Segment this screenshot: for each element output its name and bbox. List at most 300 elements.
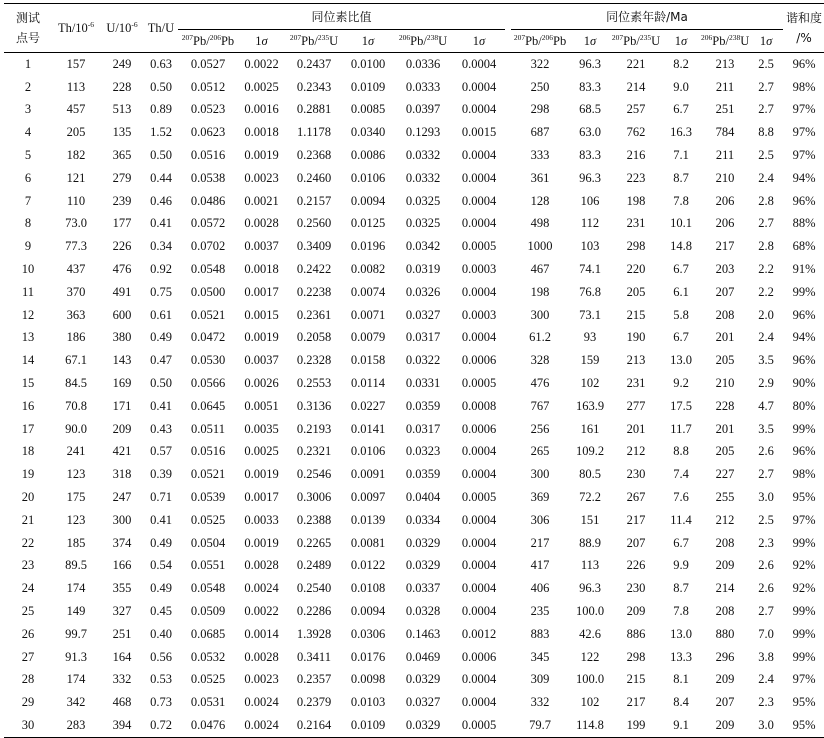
cell-age-207-206-sigma: 96.3 [579,56,601,71]
cell-th-u: 0.72 [150,718,172,732]
cell-ratio-207-206: 0.0548 [190,262,226,277]
cell-ratio-206-238-sigma: 0.0005 [461,490,497,505]
table-row [4,509,824,532]
cell-age-206-238: 784 [715,125,735,140]
cell-spot: 19 [21,467,35,482]
cell-spot: 21 [21,512,35,527]
cell-ratio-207-206-sigma: 0.0022 [244,604,279,619]
cell-th-u: 0.71 [150,490,172,505]
u-header-exponent: -6 [131,19,138,29]
cell-ratio-207-235-sigma: 0.0114 [351,376,385,391]
cell-ratio-207-235: 0.2546 [296,467,332,482]
cell-ratio-207-206-sigma: 0.0035 [244,421,279,436]
table-row [4,327,824,350]
header-row-1 [4,4,824,30]
cell-ratio-207-206: 0.0551 [190,558,226,573]
cell-concordance: 94% [792,330,816,345]
cell-ratio-206-238: 0.0322 [405,353,441,368]
cell-th: 370 [66,284,86,299]
cell-age-207-206: 256 [530,421,550,436]
cell-age-207-206-sigma: 106 [580,193,600,208]
cell-th-u: 0.46 [150,193,172,208]
th-header-base: Th/10 [57,20,88,35]
cell-age-207-206: 345 [530,649,550,664]
cell-ratio-207-206: 0.0523 [190,102,226,117]
cell-u: 135 [112,125,132,140]
cell-concordance: 99% [792,284,816,299]
cell-spot: 29 [21,695,35,710]
cell-ratio-207-206-sigma: 0.0019 [244,148,279,163]
cell-age-206-238: 208 [715,604,735,619]
cell-u: 166 [112,558,132,573]
cell-th: 205 [66,125,86,140]
cell-age-206-238: 205 [715,444,735,459]
cell-th: 123 [66,512,86,527]
cell-ratio-207-206-sigma: 0.0014 [244,626,279,641]
cell-u: 279 [112,170,132,185]
cell-spot: 13 [21,330,35,345]
cell-age-207-235: 257 [626,102,646,117]
cell-ratio-206-238: 0.1463 [405,626,441,641]
cell-age-206-238-sigma: 2.2 [758,262,774,277]
cell-concordance: 96% [792,444,816,459]
cell-age-207-206: 1000 [527,239,553,254]
cell-age-207-235: 216 [626,148,646,163]
cell-concordance: 97% [792,512,816,527]
cell-concordance: 96% [792,56,816,71]
cell-age-206-238-sigma: 8.8 [758,125,774,140]
cell-th-u: 0.39 [150,467,172,482]
cell-age-207-206: 309 [530,672,550,687]
cell-ratio-206-238-sigma: 0.0012 [461,626,497,641]
cell-ratio-207-206: 0.0539 [190,490,226,505]
cell-spot: 11 [21,284,35,299]
cell-age-207-235: 199 [626,718,646,732]
table-row [4,76,824,99]
cell-age-207-206-sigma: 161 [580,421,600,436]
cell-age-207-235: 226 [626,558,646,573]
cell-ratio-206-238: 0.1293 [405,125,441,140]
cell-age-207-206-sigma: 100.0 [575,672,605,687]
cell-u: 421 [112,444,132,459]
cell-concordance: 80% [792,398,816,413]
cell-concordance: 99% [792,649,816,664]
cell-age-207-206-sigma: 159 [580,353,600,368]
cell-age-207-206-sigma: 72.2 [579,490,601,505]
cell-ratio-207-235: 0.2058 [296,330,332,345]
cell-age-207-235-sigma: 9.2 [673,376,689,391]
cell-age-207-206: 883 [530,626,550,641]
cell-ratio-207-206: 0.0509 [190,604,226,619]
cell-u: 600 [112,307,132,322]
table-row [4,532,824,555]
cell-ratio-207-206: 0.0525 [190,512,226,527]
cell-age-206-238: 201 [715,330,735,345]
cell-ratio-207-235: 0.2193 [296,421,332,436]
cell-th: 84.5 [65,376,87,391]
cell-age-207-206: 198 [530,284,550,299]
cell-age-206-238-sigma: 3.0 [758,490,774,505]
cell-age-207-235-sigma: 9.9 [673,558,689,573]
cell-age-207-206-sigma: 103 [580,239,600,254]
cell-ratio-207-206-sigma: 0.0037 [244,353,279,368]
cell-age-206-238-sigma: 3.5 [758,421,774,436]
cell-age-207-206-sigma: 76.8 [579,284,601,299]
cell-concordance: 99% [792,626,816,641]
cell-age-207-206: 265 [530,444,550,459]
cell-age-207-235: 220 [626,262,646,277]
cell-u: 249 [112,56,132,71]
cell-spot: 15 [21,376,35,391]
cell-u: 332 [112,672,132,687]
cell-ratio-207-235: 0.2422 [296,262,332,277]
cell-age-207-235: 762 [626,125,646,140]
cell-th-u: 0.56 [150,649,172,664]
cell-age-206-238: 206 [715,216,735,231]
cell-th-u: 0.57 [150,444,172,459]
age-pb206-u238-sigma-header: 1σ [759,33,773,48]
cell-age-206-238: 212 [715,512,735,527]
cell-th-u: 0.50 [150,376,172,391]
cell-age-207-235: 267 [626,490,646,505]
cell-u: 247 [112,490,132,505]
cell-age-206-238-sigma: 2.3 [758,535,774,550]
cell-age-206-238: 209 [715,718,735,732]
cell-age-206-238: 206 [715,193,735,208]
cell-ratio-207-235-sigma: 0.0098 [350,672,386,687]
cell-age-206-238-sigma: 2.5 [758,512,774,527]
cell-ratio-207-235: 0.2553 [296,376,332,391]
cell-ratio-207-235: 0.3409 [296,239,332,254]
cell-concordance: 97% [792,102,816,117]
cell-age-206-238: 213 [715,56,735,71]
cell-age-207-206-sigma: 112 [580,216,600,231]
cell-concordance: 88% [792,216,816,231]
cell-ratio-207-206: 0.0532 [190,649,226,664]
cell-ratio-207-206: 0.0512 [190,79,226,94]
cell-age-207-235: 213 [626,353,646,368]
cell-age-207-206-sigma: 109.2 [575,444,605,459]
cell-ratio-206-238: 0.0326 [405,284,441,299]
ratio-pb207-u235-sigma-header: 1σ [361,33,375,48]
table-row [4,486,824,509]
cell-u: 513 [112,102,132,117]
cell-age-207-235-sigma: 9.0 [673,79,689,94]
table-row [4,235,824,258]
cell-age-207-206: 332 [530,695,550,710]
cell-ratio-206-238-sigma: 0.0004 [461,535,497,550]
cell-ratio-206-238-sigma: 0.0005 [461,376,497,391]
cell-th: 342 [66,695,86,710]
cell-ratio-206-238: 0.0319 [405,262,441,277]
cell-age-207-235-sigma: 10.1 [670,216,692,231]
cell-age-207-235: 198 [626,193,646,208]
cell-th-u: 0.45 [150,604,172,619]
cell-ratio-207-206: 0.0548 [190,581,226,596]
table-row [4,669,824,692]
cell-u: 394 [112,718,132,732]
cell-ratio-206-238: 0.0332 [405,170,441,185]
cell-u: 327 [112,604,132,619]
cell-age-207-235: 215 [626,672,646,687]
cell-age-206-238: 880 [715,626,735,641]
isotope-ratio-group-header: 同位素比值 [178,4,505,30]
cell-ratio-207-206-sigma: 0.0051 [244,398,279,413]
cell-age-207-206-sigma: 113 [580,558,600,573]
cell-age-206-238: 296 [715,649,735,664]
cell-th-u: 0.50 [150,148,172,163]
cell-spot: 25 [21,604,35,619]
cell-ratio-207-235-sigma: 0.0094 [350,193,386,208]
cell-age-207-206: 217 [530,535,550,550]
cell-ratio-206-238-sigma: 0.0004 [461,604,497,619]
cell-ratio-207-235: 0.2321 [296,444,332,459]
cell-ratio-207-235-sigma: 0.0340 [350,125,386,140]
table-row [4,623,824,646]
cell-age-207-206-sigma: 100.0 [575,604,605,619]
cell-age-207-235-sigma: 11.4 [670,512,692,527]
cell-spot: 12 [21,307,35,322]
cell-age-207-235: 886 [626,626,646,641]
cell-age-207-206-sigma: 102 [580,376,600,391]
cell-ratio-207-235: 0.2388 [296,512,332,527]
cell-ratio-206-238: 0.0334 [405,512,441,527]
cell-age-206-238: 227 [715,467,735,482]
cell-ratio-206-238: 0.0331 [405,376,441,391]
cell-age-207-235: 277 [626,398,646,413]
cell-spot: 17 [21,421,35,436]
cell-age-206-238: 209 [715,558,735,573]
cell-th-u: 0.34 [150,239,172,254]
cell-ratio-206-238-sigma: 0.0004 [461,170,497,185]
table-row [4,395,824,418]
cell-th-u: 1.52 [150,125,172,140]
cell-age-207-206-sigma: 74.1 [579,262,601,277]
cell-age-207-235-sigma: 7.8 [673,604,689,619]
cell-age-206-238: 210 [715,376,735,391]
cell-ratio-207-206: 0.0685 [190,626,226,641]
cell-age-207-235-sigma: 17.5 [670,398,692,413]
cell-age-207-235-sigma: 13.3 [670,649,692,664]
cell-age-206-238-sigma: 3.8 [758,649,774,664]
cell-ratio-207-206-sigma: 0.0018 [244,262,279,277]
cell-concordance: 91% [792,262,816,277]
cell-age-207-235: 217 [626,512,646,527]
cell-ratio-207-206: 0.0623 [190,125,226,140]
cell-spot: 18 [21,444,35,459]
cell-age-207-235: 209 [626,604,646,619]
cell-th: 90.0 [65,421,87,436]
cell-age-207-235: 221 [626,56,646,71]
zircon-data-table-container [4,3,823,738]
table-row [4,258,824,281]
age-pb207-u235-header: $^{207}$Pb/$^{235}$U [611,32,661,48]
cell-ratio-207-235-sigma: 0.0106 [350,170,386,185]
cell-ratio-207-235-sigma: 0.0091 [350,467,386,482]
cell-ratio-206-238: 0.0329 [405,558,441,573]
cell-ratio-207-206: 0.0645 [190,398,226,413]
cell-age-206-238-sigma: 2.5 [758,56,774,71]
cell-age-207-235-sigma: 8.7 [673,170,689,185]
cell-age-206-238-sigma: 2.7 [758,79,774,94]
cell-age-206-238-sigma: 2.6 [758,444,774,459]
cell-concordance: 99% [792,421,816,436]
cell-concordance: 96% [792,307,816,322]
cell-concordance: 98% [792,79,816,94]
cell-age-207-235-sigma: 6.7 [673,262,689,277]
cell-age-207-206: 361 [530,170,550,185]
cell-age-206-238: 217 [715,239,735,254]
cell-ratio-207-206-sigma: 0.0024 [244,718,279,732]
cell-ratio-207-235: 0.3006 [296,490,332,505]
cell-ratio-207-235: 0.2357 [296,672,332,687]
cell-ratio-206-238-sigma: 0.0006 [461,649,497,664]
cell-ratio-207-206-sigma: 0.0024 [244,695,279,710]
cell-ratio-206-238: 0.0336 [405,56,441,71]
cell-ratio-207-206: 0.0530 [190,353,226,368]
cell-ratio-206-238: 0.0337 [405,581,441,596]
cell-concordance: 92% [792,558,816,573]
cell-th-u: 0.54 [150,558,172,573]
cell-age-207-235: 223 [626,170,646,185]
cell-age-207-206: 298 [530,102,550,117]
cell-ratio-207-235: 0.2157 [296,193,332,208]
age-pb206-u238-header: $^{206}$Pb/$^{238}$U [701,32,750,48]
cell-concordance: 95% [792,695,816,710]
cell-ratio-206-238: 0.0327 [405,307,441,322]
cell-age-207-235-sigma: 14.8 [670,239,692,254]
cell-th: 157 [66,56,86,71]
cell-ratio-206-238-sigma: 0.0005 [461,718,497,732]
concordance-header: 谐和度 /% [783,4,824,53]
ratio-pb206-u238-header: $^{206}$Pb/$^{238}$U [398,32,448,48]
cell-age-207-235: 190 [626,330,646,345]
cell-age-207-235: 298 [626,239,646,254]
cell-spot: 3 [24,102,32,117]
cell-th-u: 0.41 [150,512,172,527]
cell-age-207-206-sigma: 68.5 [579,102,601,117]
cell-th-u: 0.49 [150,330,172,345]
cell-age-207-206: 767 [530,398,550,413]
cell-ratio-206-238-sigma: 0.0004 [461,148,497,163]
cell-age-207-235-sigma: 8.2 [673,56,689,71]
cell-u: 228 [112,79,132,94]
cell-ratio-207-206: 0.0511 [191,421,225,436]
cell-ratio-207-235: 1.3928 [296,626,332,641]
cell-ratio-207-235-sigma: 0.0079 [350,330,386,345]
cell-ratio-206-238: 0.0359 [405,398,441,413]
table-row [4,121,824,144]
cell-ratio-207-235: 0.3136 [296,398,332,413]
cell-spot: 1 [24,56,32,71]
cell-ratio-206-238-sigma: 0.0004 [461,444,497,459]
cell-spot: 9 [24,239,32,254]
cell-ratio-206-238-sigma: 0.0004 [461,56,497,71]
cell-ratio-207-206-sigma: 0.0028 [244,558,279,573]
table-row [4,53,824,76]
cell-ratio-207-235: 0.2460 [296,170,332,185]
cell-age-206-238: 205 [715,353,735,368]
cell-age-206-238-sigma: 2.9 [758,376,774,391]
cell-ratio-206-238: 0.0404 [405,490,441,505]
cell-ratio-207-206-sigma: 0.0025 [244,79,279,94]
cell-ratio-207-206: 0.0572 [190,216,226,231]
cell-age-207-235: 298 [626,649,646,664]
cell-spot: 28 [21,672,35,687]
cell-age-207-206: 406 [530,581,550,596]
age-pb207-pb206-sigma-header: 1σ [583,33,597,48]
cell-u: 355 [112,581,132,596]
cell-ratio-207-206: 0.0538 [190,170,226,185]
table-row [4,281,824,304]
cell-th-u: 0.61 [150,307,172,322]
cell-age-207-206-sigma: 88.9 [579,535,601,550]
cell-age-207-235-sigma: 11.7 [670,421,692,436]
cell-spot: 14 [21,353,35,368]
cell-age-206-238-sigma: 2.7 [758,102,774,117]
cell-ratio-206-238-sigma: 0.0005 [461,239,497,254]
cell-ratio-206-238-sigma: 0.0004 [461,558,497,573]
cell-th-u: 0.49 [150,535,172,550]
cell-th: 186 [66,330,86,345]
cell-ratio-207-235-sigma: 0.0306 [350,626,386,641]
cell-age-206-238-sigma: 2.4 [758,330,774,345]
cell-th-u: 0.75 [150,284,172,299]
cell-ratio-207-235-sigma: 0.0109 [350,718,386,732]
cell-age-206-238-sigma: 2.7 [758,467,774,482]
cell-ratio-207-206-sigma: 0.0016 [244,102,279,117]
cell-age-207-206: 333 [530,148,550,163]
cell-th-u: 0.43 [150,421,172,436]
cell-ratio-206-238-sigma: 0.0004 [461,512,497,527]
cell-age-207-235: 214 [626,79,646,94]
cell-ratio-207-206: 0.0531 [190,695,226,710]
cell-spot: 26 [21,626,35,641]
cell-u: 209 [112,421,132,436]
cell-ratio-207-235-sigma: 0.0125 [350,216,386,231]
cell-spot: 27 [21,649,35,664]
cell-ratio-206-238-sigma: 0.0004 [461,79,497,94]
cell-age-206-238: 209 [715,672,735,687]
cell-age-206-238: 207 [715,284,735,299]
cell-age-207-206: 235 [530,604,550,619]
cell-ratio-207-235: 1.1178 [297,125,331,140]
cell-ratio-206-238-sigma: 0.0006 [461,421,497,436]
cell-age-207-206-sigma: 83.3 [579,148,601,163]
cell-ratio-207-235-sigma: 0.0176 [350,649,386,664]
cell-age-207-235-sigma: 7.6 [673,490,689,505]
cell-age-206-238: 210 [715,170,735,185]
spot-column-header: 测试 点号 [4,4,52,53]
table-row [4,418,824,441]
cell-ratio-207-235: 0.2881 [296,102,332,117]
cell-age-206-238: 211 [715,79,735,94]
cell-ratio-207-206-sigma: 0.0019 [244,535,279,550]
cell-ratio-207-235: 0.2361 [296,307,332,322]
cell-age-207-235-sigma: 6.1 [673,284,689,299]
cell-age-207-235: 231 [626,216,646,231]
cell-age-207-235-sigma: 13.0 [670,626,692,641]
cell-ratio-206-238-sigma: 0.0015 [461,125,497,140]
cell-u: 251 [112,626,132,641]
cell-ratio-207-206: 0.0476 [190,718,226,732]
cell-th: 185 [66,535,86,550]
cell-age-207-206-sigma: 80.5 [579,467,601,482]
cell-spot: 7 [24,193,32,208]
cell-ratio-207-235: 0.2343 [296,79,332,94]
cell-ratio-207-235: 0.2328 [296,353,332,368]
cell-ratio-207-235: 0.2560 [296,216,332,231]
